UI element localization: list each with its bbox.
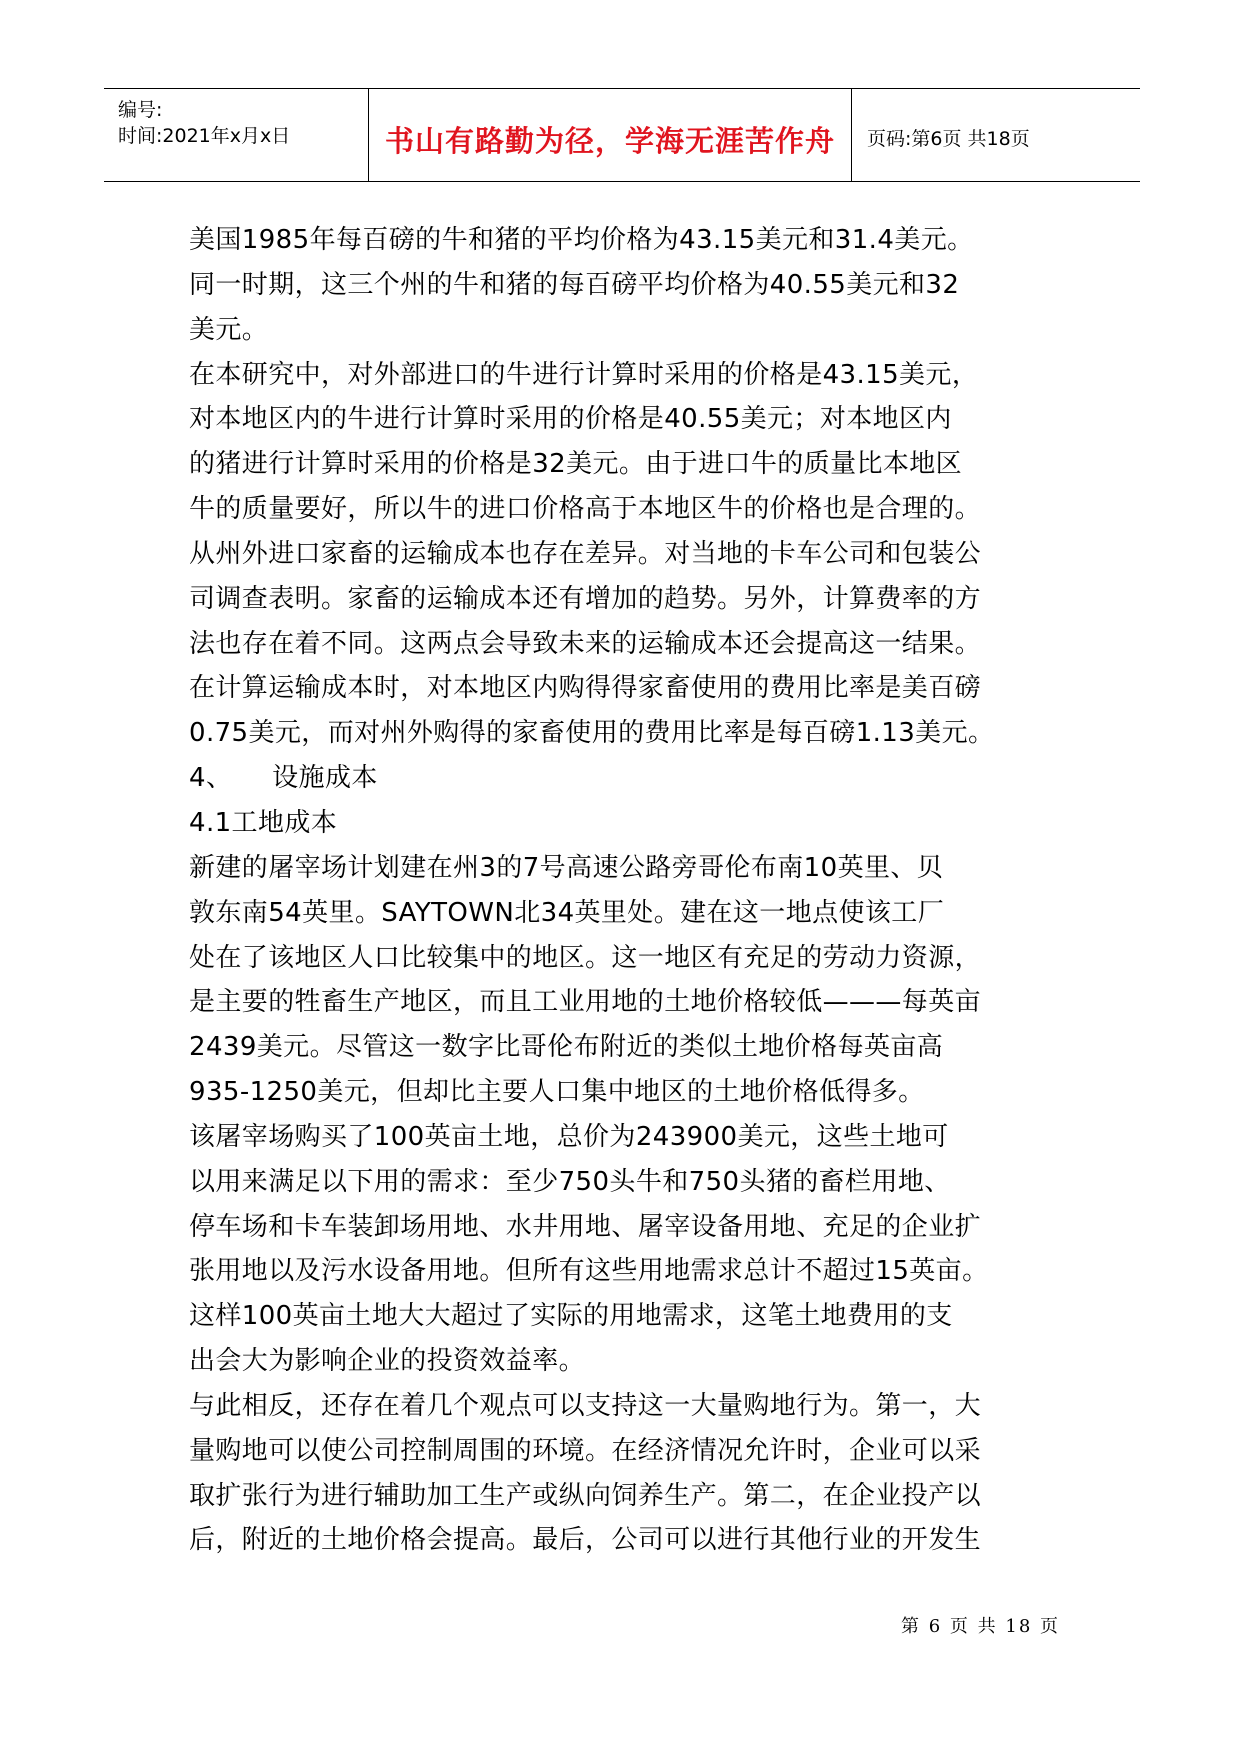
body-line: 该屠宰场购买了100英亩土地，总价为243900美元，这些土地可 <box>189 1121 949 1152</box>
body-line: 美元。 <box>189 314 269 345</box>
body-line: 在本研究中，对外部进口的牛进行计算时采用的价格是43.15美元， <box>189 359 979 390</box>
page-header <box>104 88 1140 182</box>
body-line: 935-1250美元，但却比主要人口集中地区的土地价格低得多。 <box>189 1077 925 1108</box>
page-footer: 第 6 页 共 18 页 <box>901 1616 1060 1637</box>
body-line: 这样100英亩土地大大超过了实际的用地需求，这笔土地费用的支 <box>189 1301 953 1332</box>
body-line: 出会大为影响企业的投资效益率。 <box>189 1346 586 1377</box>
body-line: 在计算运输成本时，对本地区内购得得家畜使用的费用比率是美百磅 <box>189 673 982 704</box>
body-line: 对本地区内的牛进行计算时采用的价格是40.55美元；对本地区内 <box>189 404 952 435</box>
body-line: 2439美元。尽管这一数字比哥伦布附近的类似土地价格每英亩高 <box>189 1032 944 1063</box>
body-line: 0.75美元，而对州外购得的家畜使用的费用比率是每百磅1.13美元。 <box>189 718 995 749</box>
body-line: 同一时期，这三个州的牛和猪的每百磅平均价格为40.55美元和32 <box>189 269 960 300</box>
body-line: 是主要的牲畜生产地区，而且工业用地的土地价格较低———每英亩 <box>189 987 982 1018</box>
body-line: 牛的质量要好，所以牛的进口价格高于本地区牛的价格也是合理的。 <box>189 494 982 525</box>
body-line: 从州外进口家畜的运输成本也存在差异。对当地的卡车公司和包装公 <box>189 538 982 569</box>
body-line: 后，附近的土地价格会提高。最后，公司可以进行其他行业的开发生 <box>189 1525 982 1556</box>
body-line: 新建的屠宰场计划建在州3的7号高速公路旁哥伦布南10英里、贝 <box>189 852 944 883</box>
body-line: 司调查表明。家畜的运输成本还有增加的趋势。另外，计算费率的方 <box>189 583 982 614</box>
body-line: 张用地以及污水设备用地。但所有这些用地需求总计不超过15英亩。 <box>189 1256 989 1287</box>
body-line: 取扩张行为进行辅助加工生产或纵向饲养生产。第二，在企业投产以 <box>189 1480 982 1511</box>
body-line: 的猪进行计算时采用的价格是32美元。由于进口牛的质量比本地区 <box>189 449 963 480</box>
document-time-label: 时间:2021年x月x日 <box>118 125 291 147</box>
header-page-cell <box>851 89 1140 181</box>
body-line: 处在了该地区人口比较集中的地区。这一地区有充足的劳动力资源， <box>189 942 982 973</box>
body-line: 停车场和卡车装卸场用地、水井用地、屠宰设备用地、充足的企业扩 <box>189 1211 982 1242</box>
section-heading: 4、 设施成本 <box>189 763 378 794</box>
body-line: 美国1985年每百磅的牛和猪的平均价格为43.15美元和31.4美元。 <box>189 225 974 255</box>
header-motto: 书山有路勤为径，学海无涯苦作舟 <box>384 124 835 158</box>
body-line: 与此相反，还存在着几个观点可以支持这一大量购地行为。第一，大 <box>189 1390 982 1421</box>
document-number-label: 编号: <box>118 99 163 121</box>
header-page-info: 页码:第6页 共18页 <box>867 128 1030 150</box>
body-line: 敦东南54英里。SAYTOWN北34英里处。建在这一地点使该工厂 <box>189 897 945 928</box>
body-line: 以用来满足以下用的需求：至少750头牛和750头猪的畜栏用地、 <box>189 1166 951 1197</box>
body-line: 量购地可以使公司控制周围的环境。在经济情况允许时，企业可以采 <box>189 1435 982 1466</box>
header-meta <box>104 89 368 181</box>
body-line: 法也存在着不同。这两点会导致未来的运输成本还会提高这一结果。 <box>189 628 982 659</box>
body-text <box>189 218 1069 1563</box>
subsection-heading: 4.1工地成本 <box>189 807 338 838</box>
header-motto-cell <box>368 89 852 181</box>
